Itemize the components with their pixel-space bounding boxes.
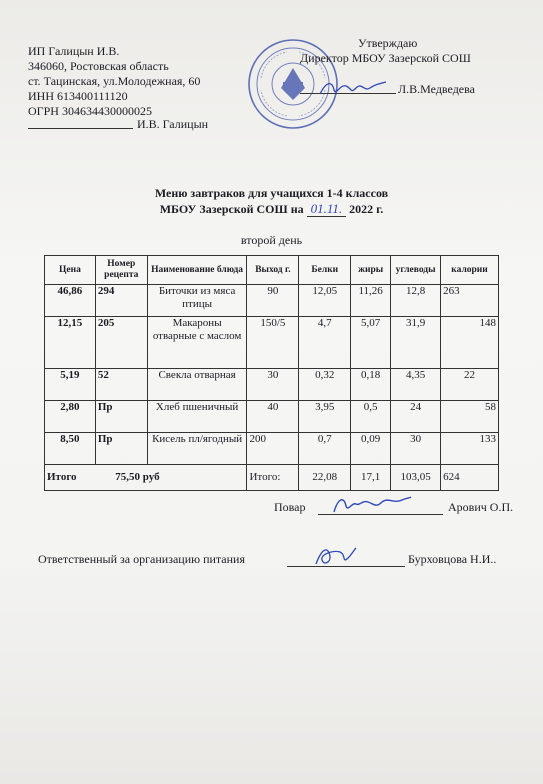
header-carbs: углеводы (391, 256, 441, 285)
signature-line-left (28, 128, 133, 129)
cell-calories: 148 (441, 317, 499, 369)
total-sum: 75,50 руб (115, 471, 160, 483)
menu-title-line2 (0, 201, 543, 217)
cell-carbs: 30 (391, 433, 441, 465)
header-proteins: Белки (299, 256, 351, 285)
cell-dish: Биточки из мяса птицы (147, 285, 247, 317)
director-signature (318, 76, 388, 100)
cell-carbs: 4,35 (391, 369, 441, 401)
org-inn: ИНН 613400111120 (28, 89, 128, 103)
cell-price: 5,19 (45, 369, 96, 401)
cell-portion: 200 (247, 433, 299, 465)
cell-fats: 11,26 (351, 285, 391, 317)
cell-calories: 58 (441, 401, 499, 433)
responsible-signature (312, 544, 358, 570)
title-year: 2022 г. (349, 202, 384, 216)
director-position: Директор МБОУ Зазерской СОШ (300, 51, 471, 65)
cell-portion: 30 (247, 369, 299, 401)
cell-carbs: 24 (391, 401, 441, 433)
cell-price: 8,50 (45, 433, 96, 465)
cell-portion: 90 (247, 285, 299, 317)
cell-proteins: 4,7 (299, 317, 351, 369)
cell-recipe: Пр (95, 433, 147, 465)
header-portion: Выход г. (247, 256, 299, 285)
cook-signature (332, 492, 412, 516)
approve-label: Утверждаю (358, 36, 418, 50)
cell-recipe: 52 (95, 369, 147, 401)
cell-fats: 5,07 (351, 317, 391, 369)
cell-dish: Макароны отварные с маслом (147, 317, 247, 369)
table-header-row (45, 256, 499, 285)
cell-price: 2,80 (45, 401, 96, 433)
table-total-row (45, 465, 499, 491)
cell-proteins: 0,32 (299, 369, 351, 401)
total-proteins: 22,08 (299, 465, 351, 491)
org-ogrn: ОГРН 304634430000025 (28, 104, 152, 118)
cell-carbs: 31,9 (391, 317, 441, 369)
header-dish: Наименование блюда (147, 256, 247, 285)
cell-dish: Свекла отварная (147, 369, 247, 401)
header-fats: жиры (351, 256, 391, 285)
org-address: 346060, Ростовская область (28, 59, 169, 73)
table-row (45, 433, 499, 465)
header-price: Цена (45, 256, 96, 285)
title-date-handwritten: 01.11. (307, 201, 347, 217)
cell-dish: Кисель пл/ягодный (147, 433, 247, 465)
cell-recipe: 205 (95, 317, 147, 369)
responsible-name: Бурховцова Н.И.. (408, 552, 497, 566)
cell-fats: 0,18 (351, 369, 391, 401)
menu-table (44, 255, 499, 491)
table-row (45, 401, 499, 433)
table-row (45, 285, 499, 317)
total-carbs: 103,05 (391, 465, 441, 491)
cell-calories: 263 (441, 285, 499, 317)
cell-calories: 22 (441, 369, 499, 401)
responsible-role: Ответственный за организацию питания (38, 552, 245, 566)
total-calories: 624 (441, 465, 499, 491)
cell-carbs: 12,8 (391, 285, 441, 317)
cell-price: 12,15 (45, 317, 96, 369)
cell-proteins: 12,05 (299, 285, 351, 317)
cell-proteins: 0,7 (299, 433, 351, 465)
cell-fats: 0,09 (351, 433, 391, 465)
cell-dish: Хлеб пшеничный (147, 401, 247, 433)
header-calories: калории (441, 256, 499, 285)
cook-name: Арович О.П. (448, 500, 514, 514)
director-name: Л.В.Медведева (398, 82, 475, 96)
cell-calories: 133 (441, 433, 499, 465)
total-label-2: Итого: (247, 465, 299, 491)
day-label: второй день (240, 233, 303, 247)
total-price-cell (45, 465, 247, 491)
table-row (45, 369, 499, 401)
title-school: МБОУ Зазерской СОШ на (159, 202, 304, 216)
table-row (45, 317, 499, 369)
cell-price: 46,86 (45, 285, 96, 317)
total-fats: 17,1 (351, 465, 391, 491)
org-signer: И.В. Галицын (137, 117, 209, 131)
total-label: Итого (47, 471, 77, 483)
cell-portion: 150/5 (247, 317, 299, 369)
cell-recipe: Пр (95, 401, 147, 433)
header-recipe: Номер рецепта (95, 256, 147, 285)
cell-proteins: 3,95 (299, 401, 351, 433)
cell-portion: 40 (247, 401, 299, 433)
cell-fats: 0,5 (351, 401, 391, 433)
cook-role: Повар (274, 500, 306, 514)
menu-title-line1: Меню завтраков для учащихся 1-4 классов (154, 186, 389, 200)
org-street: ст. Тацинская, ул.Молодежная, 60 (28, 74, 201, 88)
cell-recipe: 294 (95, 285, 147, 317)
org-name: ИП Галицын И.В. (28, 44, 120, 58)
